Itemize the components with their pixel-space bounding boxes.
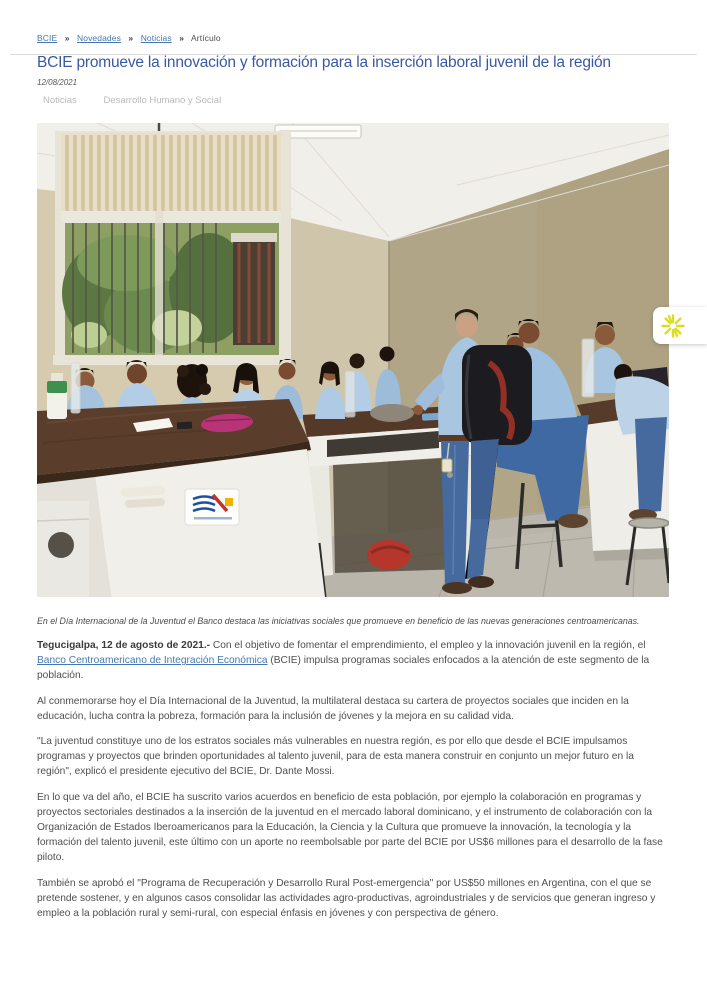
breadcrumb-link-novedades[interactable]: Novedades [77, 33, 121, 43]
breadcrumb-link-bcie[interactable]: BCIE [37, 33, 58, 43]
tag-noticias[interactable]: Noticias [43, 95, 77, 106]
paragraph-2: Al conmemorarse hoy el Día Internacional de la Juventud, la multilateral destaca su cartera de proyectos sociales que inciden en la educación, lucha contra la pobreza, formación para la inclusión de jóvenes y la mejora en su calidad vida. [37, 695, 629, 722]
breadcrumb-current-articulo: Artículo [191, 33, 221, 43]
page-title: BCIE promueve la innovación y formación para la inserción laboral juvenil de la región [37, 54, 611, 71]
appliance [37, 501, 89, 597]
tag-desarrollo-humano[interactable]: Desarrollo Humano y Social [103, 95, 222, 106]
classroom-photo-illustration [37, 123, 669, 597]
breadcrumb-link-noticias[interactable]: Noticias [140, 33, 172, 43]
header-divider [10, 54, 697, 55]
dateline-lead: Tegucigalpa, 12 de agosto de 2021.- [37, 640, 211, 651]
asterisk-burst-icon [660, 313, 686, 339]
breadcrumb-separator: » [128, 33, 134, 43]
bcie-inline-link[interactable]: Banco Centroamericano de Integración Económica [37, 655, 268, 667]
paragraph-3: "La juventud constituye uno de los estratos sociales más vulnerables en nuestra región, es por ello que desde el BCIE impulsamos programas y proyectos que brinden oportunidades al talento juvenil, para de esta manera construir en conjunto un mejor futuro en la región", explicó el presidente ejecutivo del BCIE, Dr. Dante Mossi. [37, 736, 634, 778]
article-tags [37, 95, 669, 106]
window [53, 131, 291, 365]
paragraph-4: En lo que va del año, el BCIE ha suscrito varios acuerdos en beneficio de esta población, por ejemplo la colaboración en programas y proyectos sectoriales destinados a la inserción de la juventud en el mercado laboral dominicano, y el instrumento de colaboración con la Organización de Estados Iberoamericanos para la Educación, la Ciencia y la Cultura que promueve la innovación, la tecnología y la formación del talento juvenil, este último con un aporte no reembolsable por parte del BCIE por US$6 millones para el desarrollo de la fase piloto. [37, 791, 663, 864]
bcie-logo-sticker [185, 489, 239, 525]
paragraph-1-text-a: Con el objetivo de fomentar el emprendimiento, el empleo y la innovación juvenil en la región, el [210, 640, 646, 651]
paragraph-1 [37, 638, 669, 684]
article-photo [37, 123, 669, 597]
breadcrumb-separator: » [179, 33, 185, 43]
paragraph-5: También se aprobó el "Programa de Recuperación y Desarrollo Rural Post-emergencia" por US$50 millones en Argentina, con el que se pretende sostener, y en algunos casos consolidar las actividades agro-productivas, agroindustriales y de servicios que generan ingreso y empleo a la población rural y semi-rural, con especial énfasis en jóvenes y con perspectiva de género. [37, 877, 656, 920]
accessibility-widget-button[interactable] [653, 307, 707, 344]
breadcrumb [37, 33, 669, 43]
paragraph-1-text-b: (BCIE) impulsa programas sociales enfocados a la atención de este segmento de la población. [37, 655, 650, 682]
photo-caption: En el Día Internacional de la Juventud el Banco destaca las iniciativas sociales que promueve en beneficio de las nuevas generaciones centroamericanas. [37, 616, 640, 626]
article-date: 12/08/2021 [37, 78, 78, 87]
breadcrumb-separator: » [64, 33, 70, 43]
article-body [37, 638, 669, 921]
